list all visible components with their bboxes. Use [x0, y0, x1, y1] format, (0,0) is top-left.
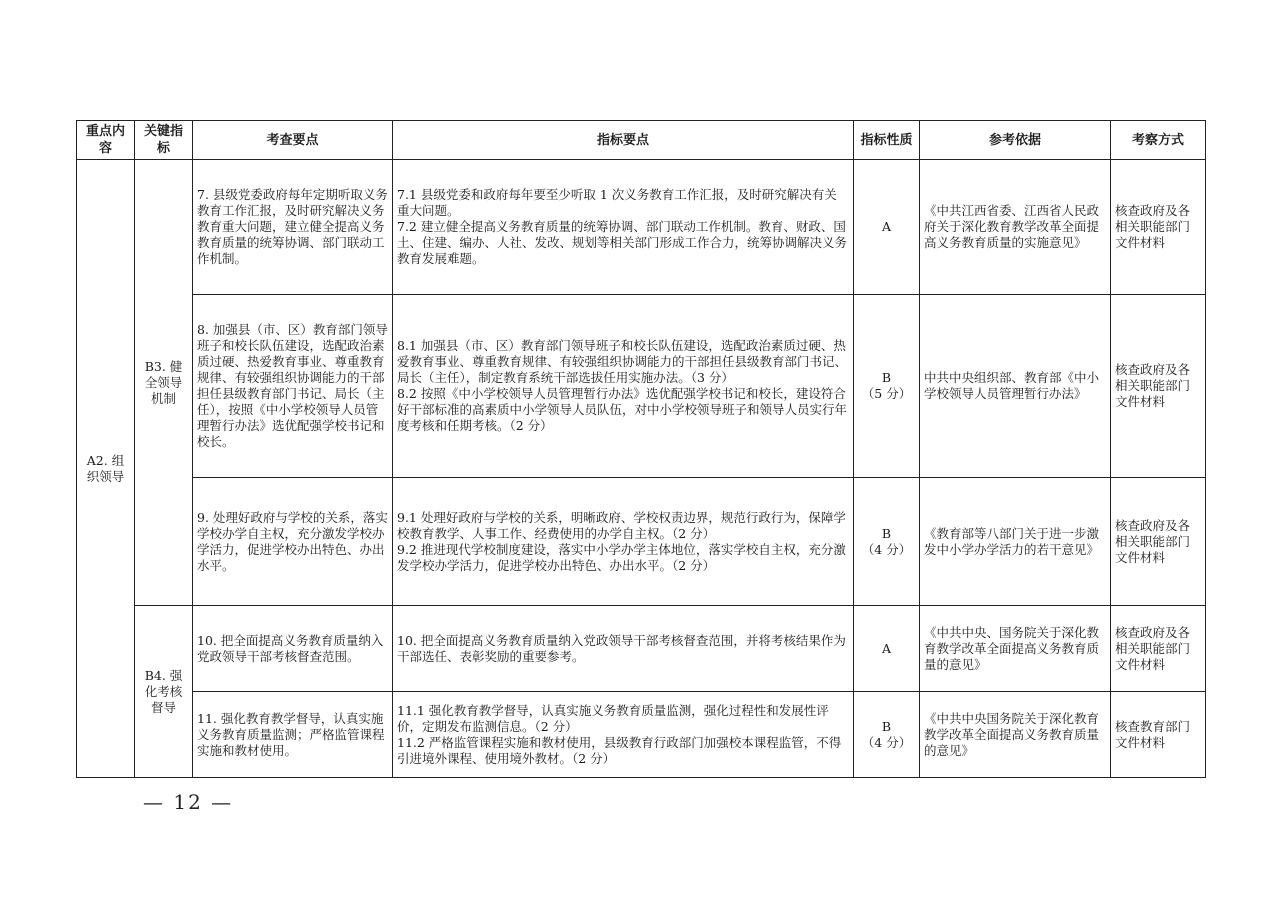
basis-cell: 《中共江西省委、江西省人民政府关于深化教育教学改革全面提高义务教育质量的实施意见》: [920, 160, 1111, 295]
nature-score: （5 分）: [861, 386, 912, 401]
nature-score: （4 分）: [861, 541, 912, 557]
check-point-cell: 8. 加强县（市、区）教育部门领导班子和校长队伍建设，选配政治素质过硬、热爱教育事业、尊重教育规律、有较强组织协调能力的干部担任县级教育部门书记、局长（主任），按照《中小学校领导人员管理暂行办法》选优配强学校书记和校长。: [193, 295, 393, 478]
method-cell: 核查教育部门文件材料: [1111, 692, 1206, 778]
indicator-b4-label: B4. 强化考核督导: [144, 667, 183, 715]
header-key-indicator: 关键指标: [135, 121, 193, 160]
indicator-points-cell: [393, 160, 854, 295]
header-row: [77, 121, 1206, 160]
table-row: [77, 478, 1206, 606]
nature-cell: [854, 478, 920, 606]
table-row: [77, 160, 1206, 295]
indicator-b4-cell: [135, 606, 193, 778]
table-row: [77, 606, 1206, 692]
indicator-point: 8.2 按照《中小学校领导人员管理暂行办法》选优配强学校书记和校长，建设符合好干部标准的高素质中小学领导人员队伍，对中小学校领导班子和领导人员实行年度考核和任期考核。（2 分）: [397, 386, 848, 433]
check-point-cell: 11. 强化教育教学督导，认真实施义务教育质量监测；严格监管课程实施和教材使用。: [193, 692, 393, 778]
nature-grade: A: [881, 219, 892, 234]
indicator-points-cell: [393, 606, 854, 692]
basis-cell: 《中共中央、国务院关于深化教育教学改革全面提高义务教育质量的意见》: [920, 606, 1111, 692]
nature-grade: A: [881, 640, 892, 656]
indicator-point: 8.1 加强县（市、区）教育部门领导班子和校长队伍建设，选配政治素质过硬、热爱教育事业、尊重教育规律、有较强组织协调能力的干部担任县级教育部门书记、局长（主任），制定教育系统干部选拔任用实施办法。（3 分）: [397, 338, 848, 385]
basis-cell: 《教育部等八部门关于进一步激发中小学办学活力的若干意见》: [920, 478, 1111, 606]
indicator-b3-cell: [135, 160, 193, 606]
header-check-points: 考查要点: [193, 121, 393, 160]
assessment-table: [76, 120, 1206, 778]
nature-grade: B: [881, 370, 892, 385]
check-point-cell: 9. 处理好政府与学校的关系，落实学校办学自主权，充分激发学校办学活力，促进学校办出特色、办出水平。: [193, 478, 393, 606]
check-point-cell: 10. 把全面提高义务教育质量纳入党政领导干部考核督查范围。: [193, 606, 393, 692]
header-indicator-points: 指标要点: [393, 121, 854, 160]
indicator-point: 11.2 严格监管课程实施和教材使用，县级教育行政部门加强校本课程监管，不得引进境外课程、使用境外教材。（2 分）: [397, 734, 842, 766]
nature-cell: [854, 606, 920, 692]
page-number: — 12 —: [143, 790, 234, 814]
table-row: [77, 295, 1206, 478]
nature-cell: [854, 160, 920, 295]
check-point-cell: 7. 县级党委政府每年定期听取义务教育工作汇报，及时研究解决义务教育重大问题，建立健全提高义务教育质量的统筹协调、部门联动工作机制。: [193, 160, 393, 295]
indicator-point: 10. 把全面提高义务教育质量纳入党政领导干部考核督查范围，并将考核结果作为干部选任、表彰奖励的重要参考。: [397, 632, 846, 664]
indicator-points-cell: [393, 478, 854, 606]
header-basis: 参考依据: [920, 121, 1111, 160]
basis-cell: 中共中央组织部、教育部《中小学校领导人员管理暂行办法》: [920, 295, 1111, 478]
method-cell: 核查政府及各相关职能部门文件材料: [1111, 606, 1206, 692]
method-cell: 核查政府及各相关职能部门文件材料: [1111, 478, 1206, 606]
indicator-points-cell: [393, 692, 854, 778]
nature-cell: [854, 692, 920, 778]
indicator-point: 9.2 推进现代学校制度建设，落实中小学办学主体地位，落实学校自主权，充分激发学校办学活力，促进学校办出特色、办出水平。（2 分）: [397, 541, 846, 573]
indicator-point: 9.1 处理好政府与学校的关系，明晰政府、学校权责边界，规范行政行为，保障学校教育教学、人事工作、经费使用的办学自主权。（2 分）: [397, 509, 846, 541]
indicator-b3-label: B3. 健全领导机制: [144, 358, 183, 406]
header-focus: 重点内容: [77, 121, 135, 160]
nature-cell: [854, 295, 920, 478]
focus-a2-label: A2. 组织领导: [86, 452, 125, 484]
nature-grade: B: [881, 718, 892, 734]
method-cell: 核查政府及各相关职能部门文件材料: [1111, 160, 1206, 295]
indicator-point: 7.2 建立健全提高义务教育质量的统筹协调、部门联动工作机制。教育、财政、国土、住建、编办、人社、发改、规划等相关部门形成工作合力，统筹协调解决义务教育发展难题。: [397, 219, 848, 266]
header-nature: 指标性质: [854, 121, 920, 160]
basis-cell: 《中共中央国务院关于深化教育教学改革全面提高义务教育质量的意见》: [920, 692, 1111, 778]
method-cell: 核查政府及各相关职能部门文件材料: [1111, 295, 1206, 478]
header-method: 考察方式: [1111, 121, 1206, 160]
indicator-points-cell: [393, 295, 854, 478]
focus-a2-cell: [77, 160, 135, 778]
nature-grade: B: [881, 525, 892, 541]
table-row: [77, 692, 1206, 778]
nature-score: （4 分）: [861, 734, 912, 750]
indicator-point: 7.1 县级党委和政府每年要至少听取 1 次义务教育工作汇报，及时研究解决有关重大问题。: [397, 187, 837, 218]
indicator-point: 11.1 强化教育教学督导，认真实施义务教育质量监测，强化过程性和发展性评价，定期发布监测信息。（2 分）: [397, 702, 829, 734]
